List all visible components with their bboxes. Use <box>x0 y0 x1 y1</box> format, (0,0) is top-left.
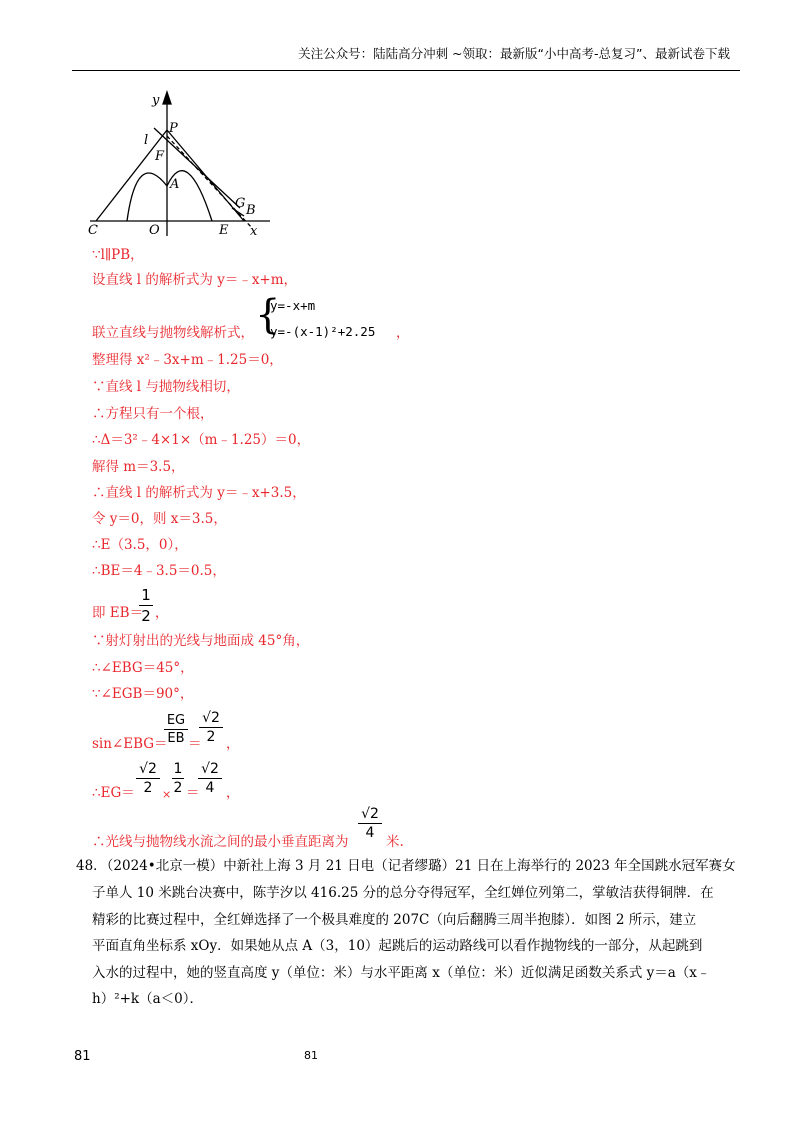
fraction-numerator: 1 <box>173 761 183 777</box>
label-y: y <box>152 93 160 108</box>
system-end: ， <box>396 325 410 341</box>
solution-line: 即 EB＝ <box>92 605 144 621</box>
system-brace: { <box>255 292 281 338</box>
label-l: l <box>144 133 149 148</box>
fraction-denominator: 2 <box>206 729 216 745</box>
solution-line: ∴BE＝4﹣3.5＝0.5， <box>92 563 226 579</box>
equals-sign: ＝ <box>188 736 202 752</box>
fraction-denominator: 2 <box>173 780 183 796</box>
solution-line: sin∠EBG＝ <box>92 736 168 752</box>
times-sign: × <box>162 788 172 801</box>
page-number-center: 81 <box>304 1049 318 1062</box>
solution-line: ∵l∥PB， <box>92 247 144 263</box>
fraction-denominator: EB <box>167 731 185 746</box>
fraction-numerator: √2 <box>139 761 157 777</box>
problem-48-line: 精彩的比赛过程中，全红婵选择了一个极具难度的 207C（向后翻腾三周半抱膝）．如图 2 所示，建立 <box>92 912 697 928</box>
fraction-denominator: 2 <box>141 607 151 625</box>
solution-line: 设直线 l 的解析式为 y＝﹣x+m， <box>92 272 298 288</box>
solution-line: ∴∠EBG＝45°， <box>92 660 194 676</box>
fraction-EG-EB <box>164 713 188 746</box>
fraction-half <box>172 761 184 796</box>
problem-48-line: 入水的过程中，她的竖直高度 y（单位：米）与水平距离 x（单位：米）近似满足函数关系式 y＝a（x﹣ <box>92 965 711 981</box>
fraction-numerator: √2 <box>361 806 379 822</box>
solution-line: ∴Δ＝3²﹣4×1×（m﹣1.25）＝0， <box>92 432 311 448</box>
solution-line: ∴EG＝ <box>92 785 135 801</box>
fraction-numerator: EG <box>166 713 186 728</box>
solution-line: ∴E（3.5，0）， <box>92 537 188 553</box>
solution-line: ∵∠EGB＝90°， <box>92 686 194 702</box>
solution-line: ∴直线 l 的解析式为 y＝﹣x+3.5， <box>92 485 306 501</box>
system-eq2: y=-(x-1)²+2.25 <box>270 324 376 339</box>
fraction-root2-4 <box>198 761 222 796</box>
fraction-denominator: 4 <box>365 825 375 841</box>
solution-line-suffix: ， <box>226 736 240 752</box>
fraction-numerator: √2 <box>201 761 219 777</box>
header-text: 关注公众号：陆陆高分冲刺 ~领取：最新版“小中高考-总复习”、最新试卷下载 <box>298 46 730 61</box>
label-P: P <box>169 121 178 136</box>
label-F: F <box>155 149 165 164</box>
problem-48-line: h）²+k（a＜0）． <box>92 991 203 1007</box>
label-C: C <box>88 223 98 238</box>
label-G: G <box>235 196 246 211</box>
fraction-root2-2 <box>199 710 223 745</box>
solution-line: ∵射灯射出的光线与地面成 45°角， <box>92 633 310 649</box>
problem-48-line: 平面直角坐标系 xOy．如果她从点 A（3，10）起跳后的运动路线可以看作抛物线的一部分，从起跳到 <box>92 938 703 954</box>
header-rule <box>72 70 740 71</box>
label-B: B <box>246 203 256 218</box>
label-x: x <box>250 224 258 238</box>
solution-line: ∴方程只有一个根， <box>92 406 214 422</box>
fraction-half <box>139 586 153 625</box>
equals-sign: ＝ <box>186 785 200 801</box>
page-number: 81 <box>74 1049 91 1064</box>
solution-line-suffix: ， <box>226 785 240 801</box>
label-A: A <box>170 177 180 192</box>
label-O: O <box>149 223 160 238</box>
label-E: E <box>219 223 229 238</box>
fraction-denominator: 2 <box>143 780 153 796</box>
solution-line: 令 y＝0，则 x＝3.5， <box>92 511 227 527</box>
fraction-numerator: 1 <box>141 586 151 604</box>
fraction-numerator: √2 <box>202 710 220 726</box>
fraction-root2-2 <box>136 761 160 796</box>
solution-line: 解得 m＝3.5， <box>92 459 185 475</box>
solution-line: 整理得 x²﹣3x+m﹣1.25＝0， <box>92 352 283 368</box>
problem-48-line: 48．（2024•北京一模）中新社上海 3 月 21 日电（记者缪璐）21 日在上海举行的 2023 年全国跳水冠军赛女 <box>76 858 736 874</box>
problem-48-line: 子单人 10 米跳台决赛中，陈芋汐以 416.25 分的总分夺得冠军，全红婵位列第二，掌敏洁获得铜牌．在 <box>92 885 714 901</box>
solution-line-suffix: ， <box>155 605 169 621</box>
solution-line-suffix: 米. <box>386 834 404 850</box>
fraction-denominator: 4 <box>205 780 215 796</box>
left-parabola <box>127 173 167 221</box>
system-eq1: y=-x+m <box>270 298 316 313</box>
fraction-root2-4 <box>358 806 382 841</box>
solution-line: ∵直线 l 与抛物线相切， <box>92 379 240 395</box>
solution-line: 联立直线与抛物线解析式， <box>92 325 254 341</box>
solution-line: ∴光线与抛物线水流之间的最小垂直距离为 <box>92 834 349 850</box>
geometry-figure <box>82 88 282 238</box>
y-arrow <box>163 92 171 104</box>
